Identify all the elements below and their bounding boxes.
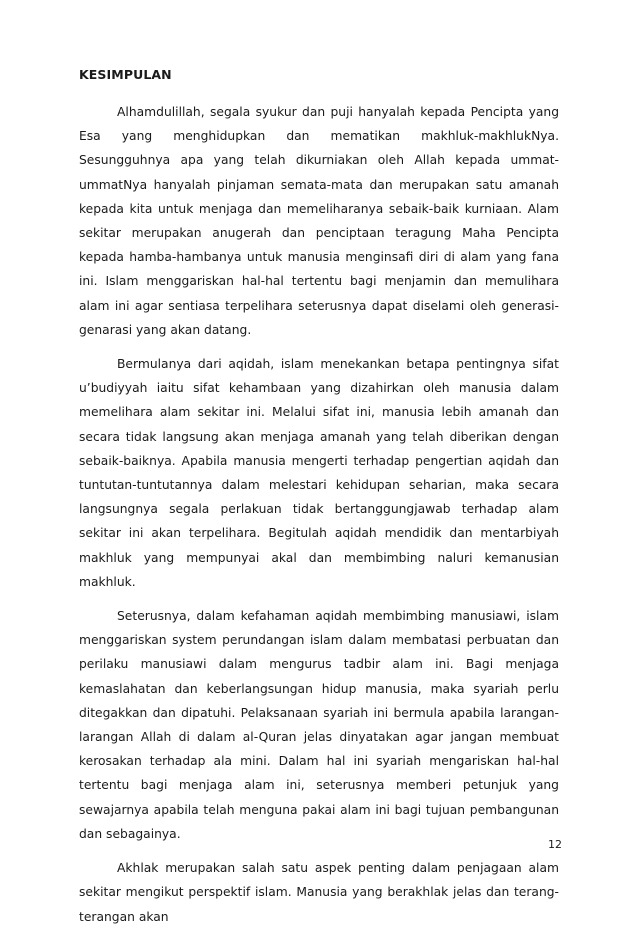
paragraph-4: Akhlak merupakan salah satu aspek penting dalam penjagaan alam sekitar mengikut perspektif islam. Manusia yang berakhlak jelas dan terang-terangan akan xyxy=(79,861,559,924)
paragraph-3: Seterusnya, dalam kefahaman aqidah membimbing manusiawi, islam menggariskan system perundangan islam dalam membatasi perbuatan dan perilaku manusiawi dalam mengurus tadbir alam ini. Bagi menjaga kemaslahatan dan keberlangsungan hidup manusia, maka syariah perlu ditegakkan dan dipatuhi. Pelaksanaan syariah ini bermula apabila larangan-larangan Allah di dalam al-Quran jelas dinyatakan agar jangan membuat kerosakan terhadap ala mini. Dalam hal ini syariah mengariskan hal-hal tertentu bagi menjaga alam ini, seterusnya memberi petunjuk yang sewajarnya apabila telah menguna pakai alam ini bagi tujuan pembangunan dan sebagainya. xyxy=(79,609,559,841)
page-content xyxy=(79,65,559,939)
paragraph-1: Alhamdulillah, segala syukur dan puji hanyalah kepada Pencipta yang Esa yang menghidupkan dan mematikan makhluk-makhlukNya. Sesungguhnya apa yang telah dikurniakan oleh Allah kepada ummat-ummatNya hanyalah pinjaman semata-mata dan merupakan satu amanah kepada kita untuk menjaga dan memeliharanya sebaik-baik kurniaan. Alam sekitar merupakan anugerah dan penciptaan teragung Maha Pencipta kepada hamba-hambanya untuk manusia menginsafi diri di alam yang fana ini. Islam menggariskan hal-hal tertentu bagi menjamin dan memulihara alam ini agar sentiasa terpelihara seterusnya dapat diselami oleh generasi-genarasi yang akan datang. xyxy=(79,105,559,337)
section-heading: KESIMPULAN xyxy=(79,67,172,82)
page-number: 12 xyxy=(548,838,562,851)
paragraph-2: Bermulanya dari aqidah, islam menekankan betapa pentingnya sifat u’budiyyah iaitu sifat kehambaan yang dizahirkan oleh manusia dalam memelihara alam sekitar ini. Melalui sifat ini, manusia lebih amanah dan secara tidak langsung akan menjaga amanah yang telah diberikan dengan sebaik-baiknya. Apabila manusia mengerti terhadap pengertian aqidah dan tuntutan-tuntutannya dalam melestari kehidupan seharian, maka secara langsungnya segala perlakuan tidak bertanggungjawab terhadap alam sekitar ini akan terpelihara. Begitulah aqidah mendidik dan mentarbiyah makhluk yang mempunyai akal dan membimbing naluri kemanusian makhluk. xyxy=(79,357,559,589)
